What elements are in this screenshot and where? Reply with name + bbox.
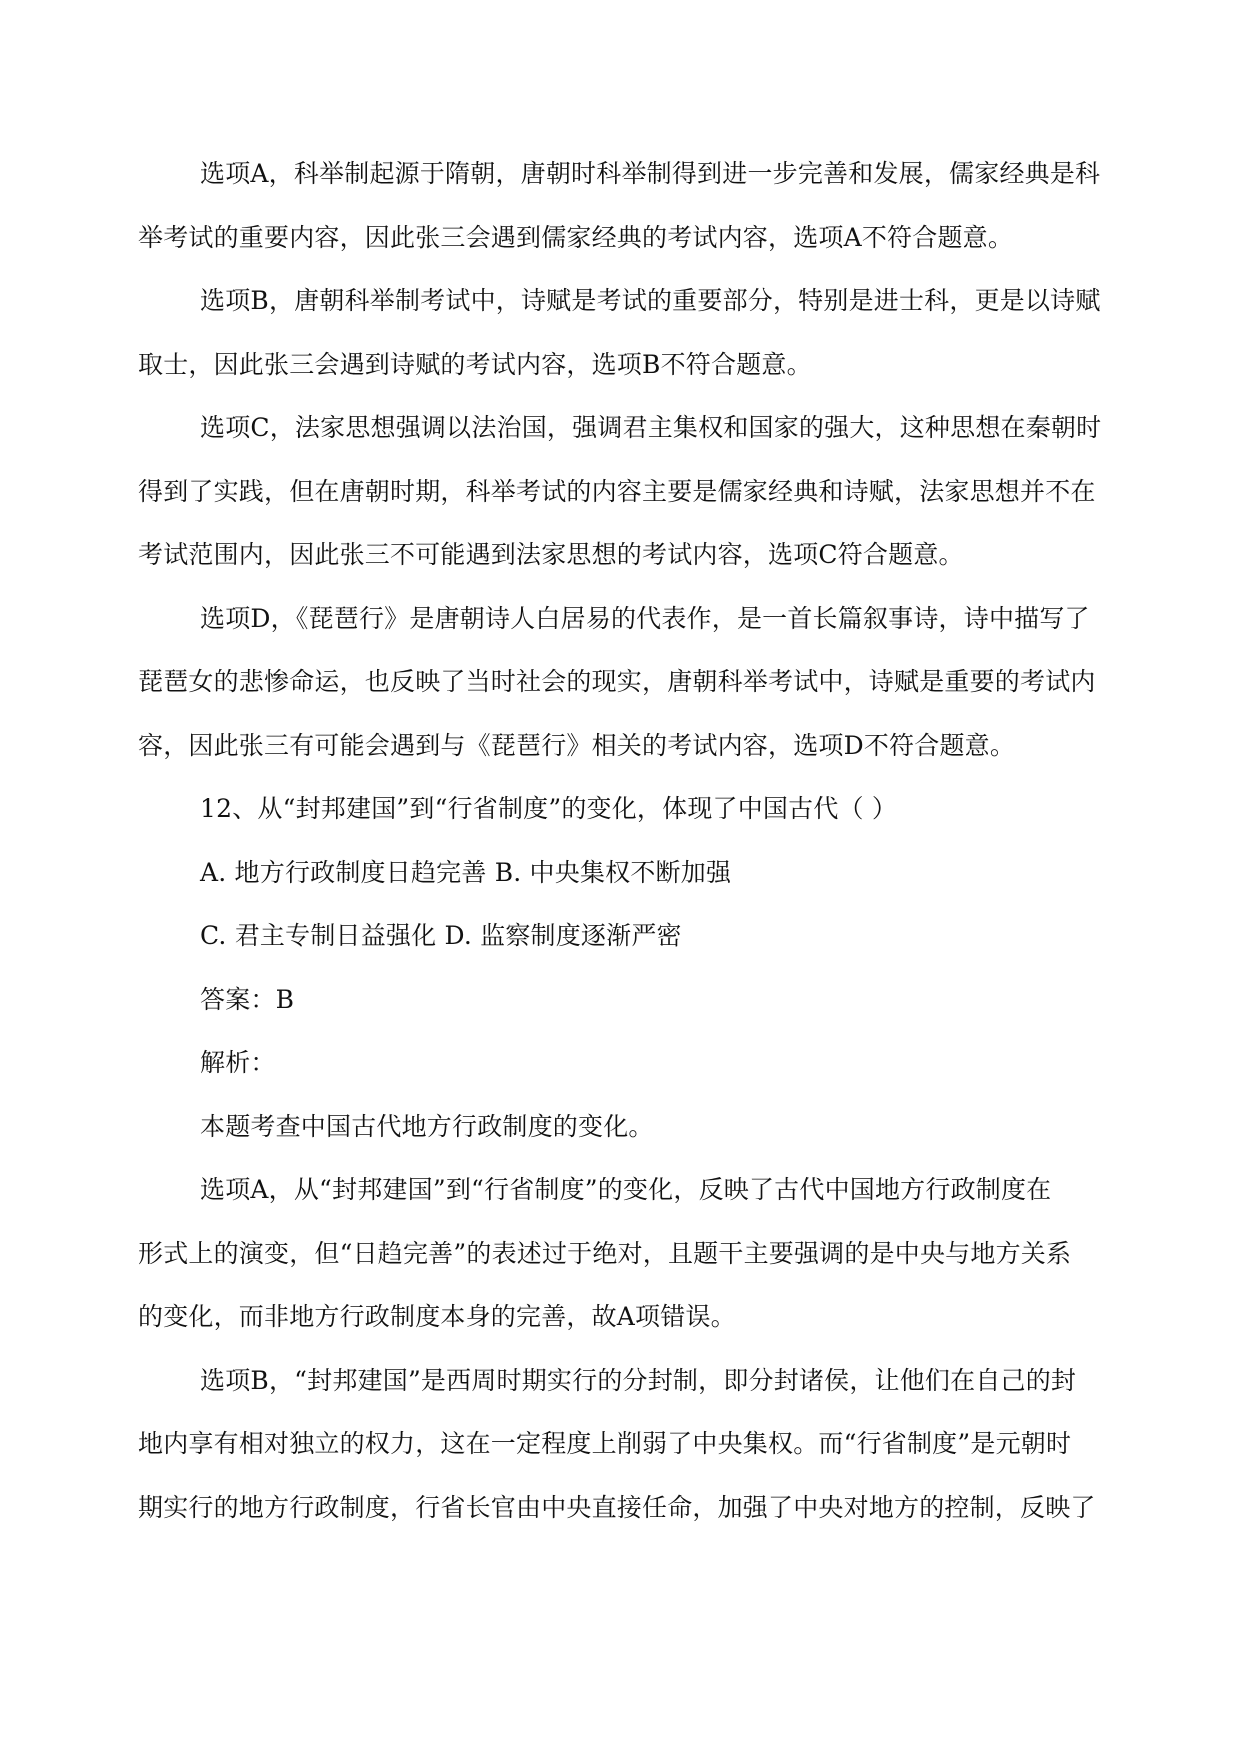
text-line: 琵琶女的悲惨命运，也反映了当时社会的现实，唐朝科举考试中，诗赋是重要的考试内: [138, 667, 1096, 696]
analysis-heading: 解析：: [200, 1048, 276, 1077]
document-page: [138, 142, 1102, 1539]
text-line: 选项A，科举制起源于隋朝，唐朝时科举制得到进一步完善和发展，儒家经典是科: [200, 159, 1101, 188]
text-line: 期实行的地方行政制度，行省长官由中央直接任命，加强了中央对地方的控制，反映了: [138, 1492, 1096, 1522]
text-line: 容，因此张三有可能会遇到与《琵琶行》相关的考试内容，选项D不符合题意。: [138, 730, 1016, 760]
text-line: 选项B，“封邦建国”是西周时期实行的分封制，即分封诸侯，让他们在自己的封: [200, 1365, 1077, 1395]
text-line: 举考试的重要内容，因此张三会遇到儒家经典的考试内容，选项A不符合题意。: [138, 222, 1014, 252]
question-stem: 12、从“封邦建国”到“行省制度”的变化，体现了中国古代（ ）: [200, 794, 898, 823]
question-options: C. 君主专制日益强化 D. 监察制度逐渐严密: [200, 921, 682, 950]
text-line: 的变化，而非地方行政制度本身的完善，故A项错误。: [138, 1302, 736, 1331]
question-options: A. 地方行政制度日趋完善 B. 中央集权不断加强: [200, 857, 732, 887]
text-line: 选项A，从“封邦建国”到“行省制度”的变化，反映了古代中国地方行政制度在: [200, 1175, 1052, 1204]
text-line: 形式上的演变，但“日趋完善”的表述过于绝对，且题干主要强调的是中央与地方关系: [138, 1238, 1072, 1268]
text-line: 选项C，法家思想强调以法治国，强调君主集权和国家的强大，这种思想在秦朝时: [200, 413, 1102, 442]
answer-line: 答案：B: [200, 984, 295, 1014]
text-line: 得到了实践，但在唐朝时期，科举考试的内容主要是儒家经典和诗赋，法家思想并不在: [138, 476, 1096, 506]
text-line: 取士，因此张三会遇到诗赋的考试内容，选项B不符合题意。: [138, 349, 812, 379]
text-line: 地内享有相对独立的权力，这在一定程度上削弱了中央集权。而“行省制度”是元朝时: [138, 1429, 1072, 1458]
text-line: 选项D，《琵琶行》是唐朝诗人白居易的代表作，是一首长篇叙事诗，诗中描写了: [200, 603, 1090, 633]
text-line: 考试范围内，因此张三不可能遇到法家思想的考试内容，选项C符合题意。: [138, 540, 964, 569]
text-line: 选项B，唐朝科举制考试中，诗赋是考试的重要部分，特别是进士科，更是以诗赋: [200, 286, 1101, 315]
text-line: 本题考查中国古代地方行政制度的变化。: [200, 1111, 654, 1141]
